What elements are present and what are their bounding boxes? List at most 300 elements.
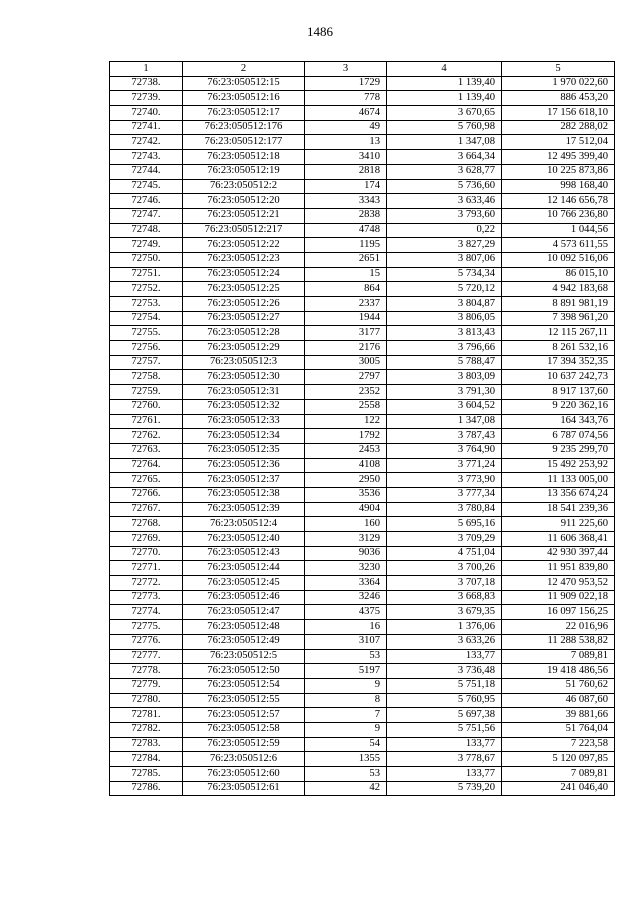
table-row xyxy=(110,664,615,679)
area-value: 160 xyxy=(305,517,387,532)
table-row xyxy=(110,517,615,532)
row-number: 72757. xyxy=(110,355,183,370)
cadastral-value: 1 044,56 xyxy=(502,223,615,238)
table-row xyxy=(110,252,615,267)
area-value: 7 xyxy=(305,708,387,723)
unit-price: 3 791,30 xyxy=(387,385,502,400)
unit-price: 5 739,20 xyxy=(387,781,502,796)
cadastral-number: 76:23:050512:6 xyxy=(183,752,305,767)
area-value: 2950 xyxy=(305,473,387,488)
row-number: 72769. xyxy=(110,532,183,547)
unit-price: 3 709,29 xyxy=(387,532,502,547)
row-number: 72784. xyxy=(110,752,183,767)
row-number: 72774. xyxy=(110,605,183,620)
area-value: 1195 xyxy=(305,238,387,253)
unit-price: 3 679,35 xyxy=(387,605,502,620)
area-value: 3343 xyxy=(305,194,387,209)
table-row xyxy=(110,106,615,121)
cadastral-number: 76:23:050512:2 xyxy=(183,179,305,194)
cadastral-value-table xyxy=(109,61,615,796)
table-row xyxy=(110,605,615,620)
cadastral-value: 17 394 352,35 xyxy=(502,355,615,370)
table-row xyxy=(110,722,615,737)
area-value: 2352 xyxy=(305,385,387,400)
area-value: 9036 xyxy=(305,546,387,561)
row-number: 72755. xyxy=(110,326,183,341)
unit-price: 3 670,65 xyxy=(387,106,502,121)
cadastral-number: 76:23:050512:59 xyxy=(183,737,305,752)
area-value: 8 xyxy=(305,693,387,708)
cadastral-value: 11 951 839,80 xyxy=(502,561,615,576)
cadastral-value: 51 764,04 xyxy=(502,722,615,737)
area-value: 3005 xyxy=(305,355,387,370)
area-value: 1944 xyxy=(305,311,387,326)
table-row xyxy=(110,179,615,194)
row-number: 72754. xyxy=(110,311,183,326)
table-row xyxy=(110,693,615,708)
unit-price: 5 751,56 xyxy=(387,722,502,737)
table-row xyxy=(110,767,615,782)
unit-price: 5 760,98 xyxy=(387,120,502,135)
unit-price: 133,77 xyxy=(387,649,502,664)
column-header-4: 4 xyxy=(387,62,502,77)
cadastral-value: 51 760,62 xyxy=(502,678,615,693)
row-number: 72764. xyxy=(110,458,183,473)
row-number: 72762. xyxy=(110,429,183,444)
cadastral-number: 76:23:050512:20 xyxy=(183,194,305,209)
table-row xyxy=(110,76,615,91)
row-number: 72780. xyxy=(110,693,183,708)
table-body xyxy=(110,76,615,796)
cadastral-number: 76:23:050512:4 xyxy=(183,517,305,532)
cadastral-value: 16 097 156,25 xyxy=(502,605,615,620)
row-number: 72760. xyxy=(110,399,183,414)
area-value: 1355 xyxy=(305,752,387,767)
row-number: 72749. xyxy=(110,238,183,253)
table-row xyxy=(110,502,615,517)
area-value: 778 xyxy=(305,91,387,106)
cadastral-number: 76:23:050512:61 xyxy=(183,781,305,796)
table-row xyxy=(110,311,615,326)
row-number: 72786. xyxy=(110,781,183,796)
cadastral-number: 76:23:050512:54 xyxy=(183,678,305,693)
area-value: 3230 xyxy=(305,561,387,576)
column-header-3: 3 xyxy=(305,62,387,77)
row-number: 72758. xyxy=(110,370,183,385)
row-number: 72738. xyxy=(110,76,183,91)
unit-price: 3 787,43 xyxy=(387,429,502,444)
area-value: 16 xyxy=(305,620,387,635)
unit-price: 3 771,24 xyxy=(387,458,502,473)
row-number: 72765. xyxy=(110,473,183,488)
cadastral-value: 46 087,60 xyxy=(502,693,615,708)
unit-price: 5 695,16 xyxy=(387,517,502,532)
cadastral-value: 164 343,76 xyxy=(502,414,615,429)
cadastral-number: 76:23:050512:32 xyxy=(183,399,305,414)
cadastral-value: 12 470 953,52 xyxy=(502,576,615,591)
cadastral-number: 76:23:050512:217 xyxy=(183,223,305,238)
cadastral-value: 911 225,60 xyxy=(502,517,615,532)
area-value: 42 xyxy=(305,781,387,796)
cadastral-number: 76:23:050512:16 xyxy=(183,91,305,106)
cadastral-number: 76:23:050512:17 xyxy=(183,106,305,121)
cadastral-value: 8 891 981,19 xyxy=(502,297,615,312)
cadastral-number: 76:23:050512:21 xyxy=(183,208,305,223)
cadastral-number: 76:23:050512:49 xyxy=(183,634,305,649)
area-value: 2453 xyxy=(305,443,387,458)
cadastral-value: 39 881,66 xyxy=(502,708,615,723)
area-value: 2176 xyxy=(305,341,387,356)
table-row xyxy=(110,781,615,796)
column-header-2: 2 xyxy=(183,62,305,77)
unit-price: 5 788,47 xyxy=(387,355,502,370)
row-number: 72748. xyxy=(110,223,183,238)
unit-price: 3 806,05 xyxy=(387,311,502,326)
cadastral-number: 76:23:050512:48 xyxy=(183,620,305,635)
area-value: 53 xyxy=(305,649,387,664)
area-value: 9 xyxy=(305,678,387,693)
area-value: 53 xyxy=(305,767,387,782)
table-row xyxy=(110,634,615,649)
cadastral-number: 76:23:050512:26 xyxy=(183,297,305,312)
cadastral-value: 17 512,04 xyxy=(502,135,615,150)
unit-price: 3 707,18 xyxy=(387,576,502,591)
cadastral-value: 7 089,81 xyxy=(502,649,615,664)
cadastral-value: 22 016,96 xyxy=(502,620,615,635)
cadastral-number: 76:23:050512:43 xyxy=(183,546,305,561)
unit-price: 3 807,06 xyxy=(387,252,502,267)
area-value: 2651 xyxy=(305,252,387,267)
cadastral-number: 76:23:050512:22 xyxy=(183,238,305,253)
unit-price: 5 720,12 xyxy=(387,282,502,297)
row-number: 72772. xyxy=(110,576,183,591)
table-row xyxy=(110,590,615,605)
cadastral-value: 1 970 022,60 xyxy=(502,76,615,91)
table-row xyxy=(110,164,615,179)
cadastral-value: 4 942 183,68 xyxy=(502,282,615,297)
table-row xyxy=(110,546,615,561)
cadastral-number: 76:23:050512:27 xyxy=(183,311,305,326)
cadastral-number: 76:23:050512:47 xyxy=(183,605,305,620)
cadastral-value: 10 637 242,73 xyxy=(502,370,615,385)
area-value: 4375 xyxy=(305,605,387,620)
unit-price: 1 139,40 xyxy=(387,91,502,106)
unit-price: 3 668,83 xyxy=(387,590,502,605)
table-row xyxy=(110,561,615,576)
row-number: 72785. xyxy=(110,767,183,782)
unit-price: 133,77 xyxy=(387,737,502,752)
table-row xyxy=(110,385,615,400)
row-number: 72753. xyxy=(110,297,183,312)
cadastral-number: 76:23:050512:45 xyxy=(183,576,305,591)
table-row xyxy=(110,208,615,223)
area-value: 1792 xyxy=(305,429,387,444)
row-number: 72781. xyxy=(110,708,183,723)
row-number: 72776. xyxy=(110,634,183,649)
unit-price: 3 633,26 xyxy=(387,634,502,649)
cadastral-number: 76:23:050512:50 xyxy=(183,664,305,679)
area-value: 3536 xyxy=(305,487,387,502)
cadastral-value: 13 356 674,24 xyxy=(502,487,615,502)
unit-price: 3 633,46 xyxy=(387,194,502,209)
cadastral-number: 76:23:050512:23 xyxy=(183,252,305,267)
row-number: 72763. xyxy=(110,443,183,458)
cadastral-value: 18 541 239,36 xyxy=(502,502,615,517)
cadastral-value: 7 089,81 xyxy=(502,767,615,782)
row-number: 72741. xyxy=(110,120,183,135)
table-row xyxy=(110,708,615,723)
cadastral-value: 11 133 005,00 xyxy=(502,473,615,488)
cadastral-number: 76:23:050512:176 xyxy=(183,120,305,135)
row-number: 72770. xyxy=(110,546,183,561)
row-number: 72739. xyxy=(110,91,183,106)
area-value: 174 xyxy=(305,179,387,194)
unit-price: 3 604,52 xyxy=(387,399,502,414)
area-value: 4674 xyxy=(305,106,387,121)
row-number: 72745. xyxy=(110,179,183,194)
unit-price: 3 777,34 xyxy=(387,487,502,502)
cadastral-value: 15 492 253,92 xyxy=(502,458,615,473)
area-value: 3107 xyxy=(305,634,387,649)
cadastral-value: 7 223,58 xyxy=(502,737,615,752)
page-number: 1486 xyxy=(307,24,333,39)
table-row xyxy=(110,399,615,414)
unit-price: 3 664,34 xyxy=(387,150,502,165)
row-number: 72777. xyxy=(110,649,183,664)
cadastral-number: 76:23:050512:15 xyxy=(183,76,305,91)
header-row xyxy=(110,62,615,77)
table-row xyxy=(110,135,615,150)
table-row xyxy=(110,443,615,458)
row-number: 72779. xyxy=(110,678,183,693)
cadastral-number: 76:23:050512:40 xyxy=(183,532,305,547)
cadastral-number: 76:23:050512:58 xyxy=(183,722,305,737)
cadastral-value: 19 418 486,56 xyxy=(502,664,615,679)
unit-price: 3 700,26 xyxy=(387,561,502,576)
cadastral-number: 76:23:050512:37 xyxy=(183,473,305,488)
unit-price: 1 347,08 xyxy=(387,135,502,150)
row-number: 72750. xyxy=(110,252,183,267)
table-row xyxy=(110,355,615,370)
cadastral-value: 9 220 362,16 xyxy=(502,399,615,414)
area-value: 54 xyxy=(305,737,387,752)
cadastral-number: 76:23:050512:18 xyxy=(183,150,305,165)
cadastral-number: 76:23:050512:19 xyxy=(183,164,305,179)
unit-price: 3 813,43 xyxy=(387,326,502,341)
cadastral-value: 11 606 368,41 xyxy=(502,532,615,547)
area-value: 2337 xyxy=(305,297,387,312)
row-number: 72775. xyxy=(110,620,183,635)
cadastral-number: 76:23:050512:177 xyxy=(183,135,305,150)
cadastral-number: 76:23:050512:38 xyxy=(183,487,305,502)
area-value: 5197 xyxy=(305,664,387,679)
cadastral-number: 76:23:050512:31 xyxy=(183,385,305,400)
table-row xyxy=(110,282,615,297)
row-number: 72771. xyxy=(110,561,183,576)
area-value: 3177 xyxy=(305,326,387,341)
cadastral-value: 6 787 074,56 xyxy=(502,429,615,444)
row-number: 72743. xyxy=(110,150,183,165)
cadastral-value: 282 288,02 xyxy=(502,120,615,135)
area-value: 4108 xyxy=(305,458,387,473)
unit-price: 1 376,06 xyxy=(387,620,502,635)
cadastral-value: 17 156 618,10 xyxy=(502,106,615,121)
cadastral-number: 76:23:050512:30 xyxy=(183,370,305,385)
area-value: 3246 xyxy=(305,590,387,605)
table-row xyxy=(110,341,615,356)
unit-price: 3 793,60 xyxy=(387,208,502,223)
unit-price: 5 760,95 xyxy=(387,693,502,708)
cadastral-number: 76:23:050512:36 xyxy=(183,458,305,473)
unit-price: 0,22 xyxy=(387,223,502,238)
table-row xyxy=(110,429,615,444)
row-number: 72778. xyxy=(110,664,183,679)
row-number: 72756. xyxy=(110,341,183,356)
row-number: 72768. xyxy=(110,517,183,532)
cadastral-number: 76:23:050512:24 xyxy=(183,267,305,282)
row-number: 72746. xyxy=(110,194,183,209)
cadastral-number: 76:23:050512:3 xyxy=(183,355,305,370)
cadastral-number: 76:23:050512:28 xyxy=(183,326,305,341)
unit-price: 4 751,04 xyxy=(387,546,502,561)
cadastral-number: 76:23:050512:57 xyxy=(183,708,305,723)
table-row xyxy=(110,91,615,106)
table-row xyxy=(110,620,615,635)
row-number: 72773. xyxy=(110,590,183,605)
area-value: 864 xyxy=(305,282,387,297)
table-row xyxy=(110,532,615,547)
area-value: 49 xyxy=(305,120,387,135)
area-value: 2797 xyxy=(305,370,387,385)
row-number: 72742. xyxy=(110,135,183,150)
cadastral-value: 4 573 611,55 xyxy=(502,238,615,253)
cadastral-number: 76:23:050512:34 xyxy=(183,429,305,444)
column-header-1: 1 xyxy=(110,62,183,77)
row-number: 72766. xyxy=(110,487,183,502)
area-value: 2558 xyxy=(305,399,387,414)
table-row xyxy=(110,737,615,752)
unit-price: 5 734,34 xyxy=(387,267,502,282)
table-row xyxy=(110,150,615,165)
row-number: 72740. xyxy=(110,106,183,121)
table-row xyxy=(110,223,615,238)
area-value: 2818 xyxy=(305,164,387,179)
area-value: 4748 xyxy=(305,223,387,238)
cadastral-value: 886 453,20 xyxy=(502,91,615,106)
cadastral-value: 8 261 532,16 xyxy=(502,341,615,356)
unit-price: 3 773,90 xyxy=(387,473,502,488)
unit-price: 3 764,90 xyxy=(387,443,502,458)
table-row xyxy=(110,487,615,502)
cadastral-number: 76:23:050512:46 xyxy=(183,590,305,605)
table-row xyxy=(110,267,615,282)
cadastral-value: 11 288 538,82 xyxy=(502,634,615,649)
unit-price: 3 827,29 xyxy=(387,238,502,253)
table-row xyxy=(110,370,615,385)
row-number: 72782. xyxy=(110,722,183,737)
area-value: 13 xyxy=(305,135,387,150)
cadastral-value: 12 146 656,78 xyxy=(502,194,615,209)
unit-price: 5 697,38 xyxy=(387,708,502,723)
table-row xyxy=(110,678,615,693)
area-value: 3364 xyxy=(305,576,387,591)
cadastral-value: 12 495 399,40 xyxy=(502,150,615,165)
row-number: 72744. xyxy=(110,164,183,179)
cadastral-value: 10 766 236,80 xyxy=(502,208,615,223)
cadastral-number: 76:23:050512:5 xyxy=(183,649,305,664)
cadastral-value: 42 930 397,44 xyxy=(502,546,615,561)
unit-price: 133,77 xyxy=(387,767,502,782)
cadastral-number: 76:23:050512:55 xyxy=(183,693,305,708)
area-value: 1729 xyxy=(305,76,387,91)
cadastral-value: 241 046,40 xyxy=(502,781,615,796)
cadastral-number: 76:23:050512:25 xyxy=(183,282,305,297)
row-number: 72759. xyxy=(110,385,183,400)
column-header-5: 5 xyxy=(502,62,615,77)
unit-price: 5 736,60 xyxy=(387,179,502,194)
table-row xyxy=(110,473,615,488)
table-row xyxy=(110,458,615,473)
unit-price: 1 139,40 xyxy=(387,76,502,91)
area-value: 122 xyxy=(305,414,387,429)
unit-price: 3 628,77 xyxy=(387,164,502,179)
row-number: 72767. xyxy=(110,502,183,517)
unit-price: 3 796,66 xyxy=(387,341,502,356)
cadastral-value: 86 015,10 xyxy=(502,267,615,282)
cadastral-value: 8 917 137,60 xyxy=(502,385,615,400)
cadastral-value: 11 909 022,18 xyxy=(502,590,615,605)
cadastral-value: 5 120 097,85 xyxy=(502,752,615,767)
unit-price: 1 347,08 xyxy=(387,414,502,429)
cadastral-value: 10 225 873,86 xyxy=(502,164,615,179)
table-row xyxy=(110,194,615,209)
table-row xyxy=(110,238,615,253)
table-row xyxy=(110,297,615,312)
row-number: 72751. xyxy=(110,267,183,282)
table-row xyxy=(110,752,615,767)
row-number: 72783. xyxy=(110,737,183,752)
unit-price: 3 778,67 xyxy=(387,752,502,767)
area-value: 15 xyxy=(305,267,387,282)
table-row xyxy=(110,120,615,135)
area-value: 9 xyxy=(305,722,387,737)
unit-price: 3 803,09 xyxy=(387,370,502,385)
unit-price: 3 780,84 xyxy=(387,502,502,517)
table-row xyxy=(110,649,615,664)
cadastral-value: 12 115 267,11 xyxy=(502,326,615,341)
unit-price: 5 751,18 xyxy=(387,678,502,693)
cadastral-number: 76:23:050512:44 xyxy=(183,561,305,576)
cadastral-number: 76:23:050512:35 xyxy=(183,443,305,458)
cadastral-value: 10 092 516,06 xyxy=(502,252,615,267)
table-header xyxy=(110,62,615,77)
table-row xyxy=(110,326,615,341)
unit-price: 3 736,48 xyxy=(387,664,502,679)
cadastral-number: 76:23:050512:60 xyxy=(183,767,305,782)
area-value: 2838 xyxy=(305,208,387,223)
cadastral-value: 7 398 961,20 xyxy=(502,311,615,326)
table-row xyxy=(110,414,615,429)
area-value: 3129 xyxy=(305,532,387,547)
table-row xyxy=(110,576,615,591)
row-number: 72752. xyxy=(110,282,183,297)
area-value: 4904 xyxy=(305,502,387,517)
cadastral-value: 998 168,40 xyxy=(502,179,615,194)
row-number: 72761. xyxy=(110,414,183,429)
area-value: 3410 xyxy=(305,150,387,165)
cadastral-number: 76:23:050512:39 xyxy=(183,502,305,517)
unit-price: 3 804,87 xyxy=(387,297,502,312)
